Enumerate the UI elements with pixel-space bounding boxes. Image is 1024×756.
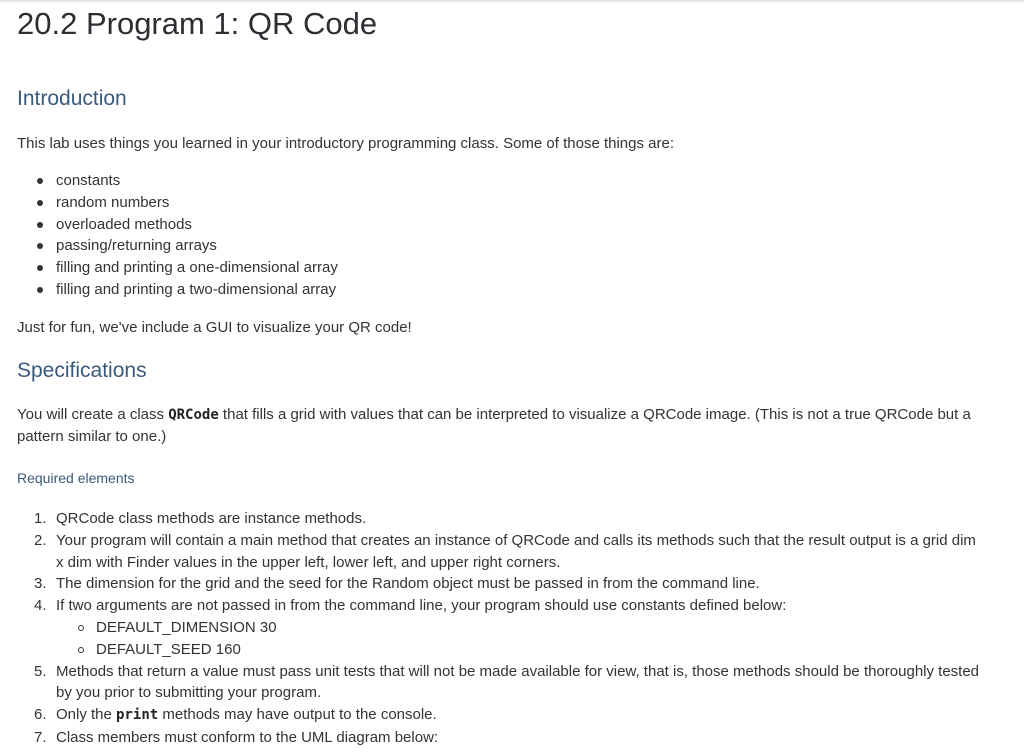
requirement-item: [17, 595, 987, 660]
print-code: print: [116, 707, 159, 724]
requirement-item: [17, 573, 987, 595]
requirement-item: [17, 530, 987, 574]
requirement-number: 6.: [34, 706, 47, 724]
topics-list: [17, 170, 338, 301]
top-shadow: [0, 0, 1024, 3]
page-title: 20.2 Program 1: QR Code: [17, 6, 378, 41]
requirement-number: 5.: [34, 662, 47, 680]
requirement-text: If two arguments are not passed in from the command line, your program should use constants defined below:: [56, 597, 787, 615]
spec-text-after: that fills a grid with values that can be interpreted to visualize a QRCode image. (This is not a true QRCode but a pattern similar to one.): [17, 406, 971, 445]
requirements-list: [17, 508, 987, 749]
list-item: random numbers: [17, 192, 338, 214]
requirement-number: 7.: [34, 728, 47, 746]
requirement-text: QRCode class methods are instance methods.: [56, 510, 367, 527]
requirement-text: Class members must conform to the UML diagram below:: [56, 728, 439, 746]
constants-list: [56, 617, 987, 661]
required-elements-heading: Required elements: [17, 470, 135, 486]
specifications-text: [17, 404, 982, 448]
introduction-heading: Introduction: [17, 87, 127, 110]
requirement-text: The dimension for the grid and the seed for the Random object must be passed in from the command line.: [56, 575, 760, 593]
list-item: filling and printing a one-dimensional array: [17, 257, 338, 279]
requirement-item: [17, 704, 987, 727]
requirement-number: 3.: [34, 575, 47, 593]
requirement-number: 2.: [34, 531, 47, 549]
list-item: DEFAULT_DIMENSION 30: [56, 617, 987, 639]
requirement-text-after: methods may have output to the console.: [158, 706, 437, 724]
list-item: overloaded methods: [17, 214, 338, 236]
spec-text-before: You will create a class: [17, 406, 169, 423]
list-item: DEFAULT_SEED 160: [56, 639, 987, 661]
list-item: filling and printing a two-dimensional array: [17, 279, 338, 301]
requirement-text-before: Only the: [56, 706, 117, 724]
requirement-text: Methods that return a value must pass unit tests that will not be made available for view, that is, those methods should be thoroughly tested by you prior to submitting your program.: [56, 662, 980, 702]
requirement-item: [17, 661, 987, 705]
requirement-number: 4.: [34, 597, 47, 615]
requirement-text: Your program will contain a main method that creates an instance of QRCode and calls its methods such that the result output is a grid dim x dim with Finder values in the upper left, lower left, and upper right corners.: [56, 531, 976, 571]
requirement-item: [17, 727, 987, 749]
list-item: passing/returning arrays: [17, 235, 338, 257]
specifications-heading: Specifications: [17, 359, 147, 382]
list-item: constants: [17, 170, 338, 192]
requirement-number: 1.: [34, 510, 47, 527]
introduction-lead: This lab uses things you learned in your introductory programming class. Some of those things are:: [17, 135, 674, 152]
class-name-code: QRCode: [168, 407, 219, 423]
requirement-item: [17, 508, 987, 530]
introduction-footnote: Just for fun, we've include a GUI to visualize your QR code!: [17, 319, 412, 336]
